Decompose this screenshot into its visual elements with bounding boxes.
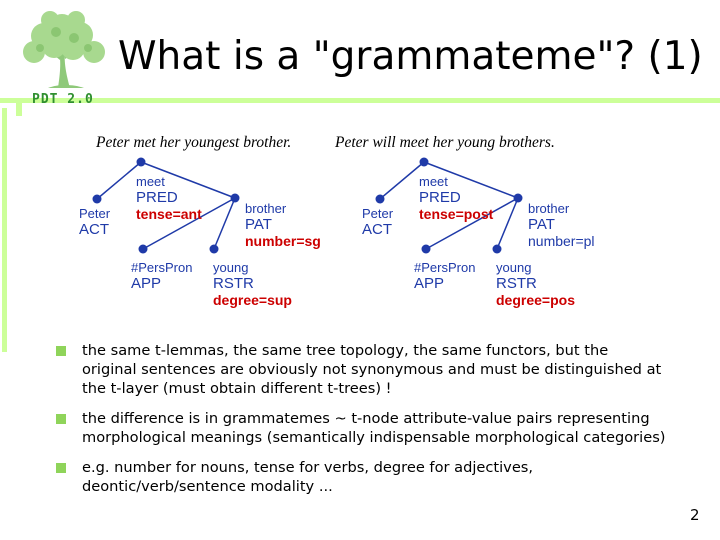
tree-1-rstr-tlemma: young — [213, 260, 249, 275]
tree-2-app-tlemma: #PersPron — [414, 260, 476, 275]
bullet-text: the same t-lemmas, the same tree topology, the same functors, but the original sentences are obviously not synonymous and must be distinguished at the t-layer (must obtain different t-trees) ! — [82, 342, 662, 397]
tree-2-root-tlemma: meet — [419, 174, 448, 189]
tree-2-rstr-tlemma: young — [496, 260, 532, 275]
tree-1-pat-tlemma: brother — [245, 201, 287, 216]
tree-2-rstr-node — [493, 245, 502, 254]
bullet-item — [56, 458, 666, 496]
tree-1-pat-functor: PAT — [245, 216, 272, 233]
tree-2-app-node — [422, 245, 431, 254]
t-tree-1 — [79, 134, 321, 308]
tree-2-root-node — [420, 158, 429, 167]
slide-title: What is a "grammateme"? (1) — [118, 34, 703, 79]
bullet-square-icon — [56, 414, 66, 424]
tree-1-app-tlemma: #PersPron — [131, 260, 193, 275]
t-tree-2 — [334, 134, 595, 308]
tree-1-root-tlemma: meet — [136, 174, 165, 189]
tree-1-pat-node — [231, 194, 240, 203]
tree-1-root-functor: PRED — [136, 189, 178, 206]
pdt-label: PDT 2.0 — [32, 92, 94, 107]
tree-2-act-node — [376, 195, 385, 204]
tree-1-act-functor: ACT — [79, 221, 109, 238]
tree-2-pat-grammateme: number=pl — [528, 233, 595, 249]
tree-2-pat-functor: PAT — [528, 216, 555, 233]
page-number: 2 — [690, 506, 700, 524]
tree-1-act-node — [93, 195, 102, 204]
tree-2-rstr-functor: RSTR — [496, 275, 537, 292]
tree-1-rstr-node — [210, 245, 219, 254]
tree-2-root-grammateme: tense=post — [419, 206, 494, 222]
bullet-item — [56, 409, 666, 447]
tree-1-rstr-grammateme: degree=sup — [213, 292, 292, 308]
bullet-text: e.g. number for nouns, tense for verbs, degree for adjectives, deontic/verb/sentence modality ... — [82, 459, 534, 495]
tree-2-app-functor: APP — [414, 275, 445, 292]
tree-2-rstr-grammateme: degree=pos — [496, 292, 575, 308]
tree-1-act-tlemma: Peter — [79, 206, 111, 221]
tree-1-pat-grammateme: number=sg — [245, 233, 321, 249]
tree-1-root-node — [137, 158, 146, 167]
bullet-item — [56, 341, 666, 398]
bullet-list — [56, 341, 666, 507]
tree-2-act-tlemma: Peter — [362, 206, 394, 221]
tree-2-pat-node — [514, 194, 523, 203]
tree-2-sentence: Peter will meet her young brothers. — [335, 134, 555, 151]
bullet-text: the difference is in grammatemes ~ t-node attribute-value pairs representing morphological meanings (semantically indispensable morphological categories) — [82, 410, 666, 446]
bullet-square-icon — [56, 346, 66, 356]
tree-1-rstr-functor: RSTR — [213, 275, 254, 292]
tree-2-act-functor: ACT — [362, 221, 392, 238]
bullet-square-icon — [56, 463, 66, 473]
tree-1-root-grammateme: tense=ant — [136, 206, 202, 222]
tree-1-app-functor: APP — [131, 275, 162, 292]
tree-2-pat-tlemma: brother — [528, 201, 570, 216]
tree-2-root-functor: PRED — [419, 189, 461, 206]
tree-1-app-node — [139, 245, 148, 254]
tree-1-sentence: Peter met her youngest brother. — [96, 134, 292, 151]
